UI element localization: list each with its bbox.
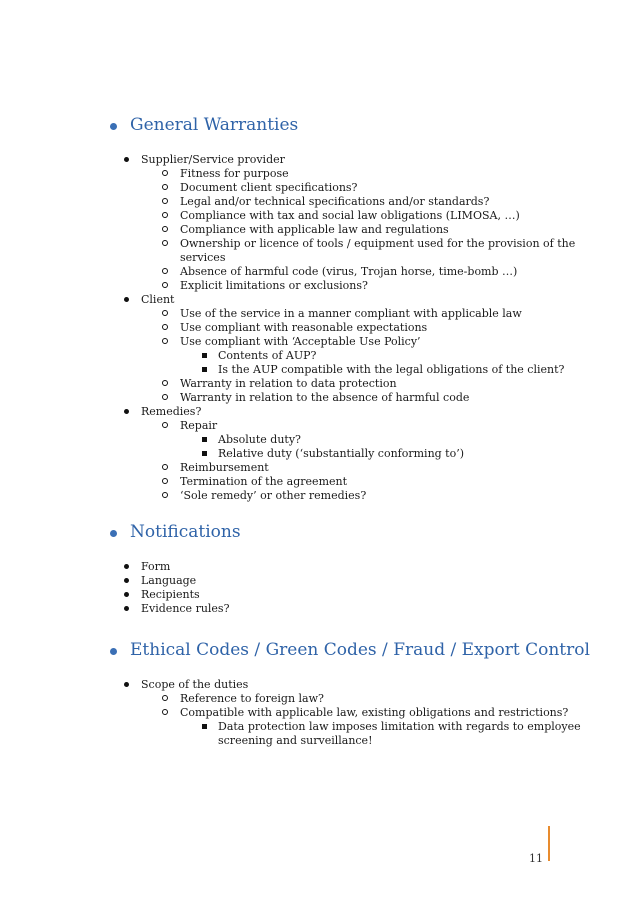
list-item-text: Fitness for purpose (180, 167, 289, 180)
list-item-text: Use of the service in a manner compliant with applicable law (180, 307, 522, 320)
list-item (0, 588, 638, 602)
bullet-circle-icon (159, 195, 171, 209)
bullet-circle-icon (159, 321, 171, 335)
bullet-square-icon (198, 349, 210, 363)
list-item-text: Relative duty (‘substantially conforming to’) (218, 447, 465, 460)
list-item-text: Absolute duty? (218, 433, 301, 446)
bullet-dot-icon (120, 588, 132, 602)
heading-bullet-icon (110, 123, 117, 130)
list-item (0, 678, 638, 692)
bullet-circle-icon (159, 223, 171, 237)
list-item (0, 335, 638, 349)
list-item (0, 307, 638, 321)
list-item (0, 223, 638, 237)
list-item (0, 602, 638, 616)
list-item (0, 293, 638, 307)
list-item-text: services (180, 251, 226, 264)
section-title: General Warranties (130, 115, 299, 135)
list-item (0, 405, 638, 419)
list-item (0, 251, 638, 265)
bullet-circle-icon (159, 209, 171, 223)
list-item (0, 209, 638, 223)
list-item-text: Explicit limitations or exclusions? (180, 279, 368, 292)
list-item-text: Data protection law imposes limitation with regards to employee (218, 720, 581, 733)
list-item (0, 237, 638, 251)
bullet-circle-icon (159, 461, 171, 475)
bullet-circle-icon (159, 265, 171, 279)
section-heading (0, 115, 638, 139)
list-item-text: Repair (180, 419, 218, 432)
list-item-text: Document client specifications? (180, 181, 358, 194)
list-item (0, 265, 638, 279)
list-item-text: Absence of harmful code (virus, Trojan horse, time-bomb …) (180, 265, 518, 278)
list-item-text: Client (141, 293, 175, 306)
list-item (0, 475, 638, 489)
list-item-text: Recipients (141, 588, 200, 601)
list-item (0, 419, 638, 433)
bullet-dot-icon (120, 293, 132, 307)
section-title: Notifications (130, 522, 241, 542)
section-notifications (0, 522, 638, 616)
section-title: Ethical Codes / Green Codes / Fraud / Export Control (130, 640, 590, 660)
bullet-circle-icon (159, 419, 171, 433)
list-item-text: Legal and/or technical specifications and/or standards? (180, 195, 490, 208)
page-number-rule (548, 826, 550, 861)
bullet-circle-icon (159, 475, 171, 489)
list-item (0, 279, 638, 293)
list-item-text: Contents of AUP? (218, 349, 317, 362)
list-item (0, 706, 638, 720)
list-item-text: Evidence rules? (141, 602, 230, 615)
list-item (0, 181, 638, 195)
list-item (0, 195, 638, 209)
list-item (0, 574, 638, 588)
list-item-text: Warranty in relation to data protection (180, 377, 397, 390)
bullet-circle-icon (159, 181, 171, 195)
list-item-text: Termination of the agreement (180, 475, 348, 488)
list-item (0, 461, 638, 475)
bullet-list (0, 153, 638, 503)
list-item (0, 720, 638, 734)
bullet-square-icon (198, 720, 210, 734)
bullet-circle-icon (159, 335, 171, 349)
list-item (0, 433, 638, 447)
bullet-circle-icon (159, 279, 171, 293)
list-item (0, 153, 638, 167)
bullet-circle-icon (159, 706, 171, 720)
list-item (0, 560, 638, 574)
list-item-text: Compatible with applicable law, existing obligations and restrictions? (180, 706, 569, 719)
list-item (0, 363, 638, 377)
list-item-text: Language (141, 574, 197, 587)
section-ethical-codes (0, 640, 638, 748)
bullet-circle-icon (159, 377, 171, 391)
bullet-dot-icon (120, 574, 132, 588)
list-item-text: Compliance with applicable law and regulations (180, 223, 449, 236)
bullet-circle-icon (159, 489, 171, 503)
bullet-square-icon (198, 433, 210, 447)
list-item (0, 692, 638, 706)
list-item-text: Is the AUP compatible with the legal obligations of the client? (218, 363, 565, 376)
list-item-text: Reimbursement (180, 461, 269, 474)
list-item-text: Form (141, 560, 171, 573)
bullet-dot-icon (120, 405, 132, 419)
heading-bullet-icon (110, 648, 117, 655)
list-item (0, 734, 638, 748)
bullet-dot-icon (120, 602, 132, 616)
list-item-text: Reference to foreign law? (180, 692, 324, 705)
list-item-text: ‘Sole remedy’ or other remedies? (180, 489, 367, 502)
list-item-text: Use compliant with reasonable expectations (180, 321, 428, 334)
list-item-text: Use compliant with ‘Acceptable Use Policy’ (180, 335, 421, 348)
list-item (0, 377, 638, 391)
list-item-text: screening and surveillance! (218, 734, 373, 747)
bullet-square-icon (198, 363, 210, 377)
list-item (0, 489, 638, 503)
bullet-circle-icon (159, 692, 171, 706)
list-item-text: Warranty in relation to the absence of harmful code (180, 391, 470, 404)
section-general-warranties (0, 115, 638, 503)
bullet-circle-icon (159, 167, 171, 181)
list-item-text: Compliance with tax and social law obligations (LIMOSA, …) (180, 209, 520, 222)
list-item (0, 167, 638, 181)
bullet-dot-icon (120, 560, 132, 574)
list-item (0, 349, 638, 363)
bullet-circle-icon (159, 391, 171, 405)
list-item-text: Supplier/Service provider (141, 153, 285, 166)
list-item-text: Ownership or licence of tools / equipment used for the provision of the (180, 237, 576, 250)
list-item (0, 447, 638, 461)
bullet-list (0, 560, 638, 616)
section-heading (0, 522, 638, 546)
list-item (0, 391, 638, 405)
bullet-circle-icon (159, 237, 171, 251)
page-number: 11 (529, 852, 543, 865)
list-item-text: Remedies? (141, 405, 202, 418)
list-item (0, 321, 638, 335)
list-item-text: Scope of the duties (141, 678, 249, 691)
bullet-dot-icon (120, 153, 132, 167)
section-heading (0, 640, 638, 664)
bullet-dot-icon (120, 678, 132, 692)
heading-bullet-icon (110, 530, 117, 537)
bullet-square-icon (198, 447, 210, 461)
bullet-list (0, 678, 638, 748)
bullet-circle-icon (159, 307, 171, 321)
